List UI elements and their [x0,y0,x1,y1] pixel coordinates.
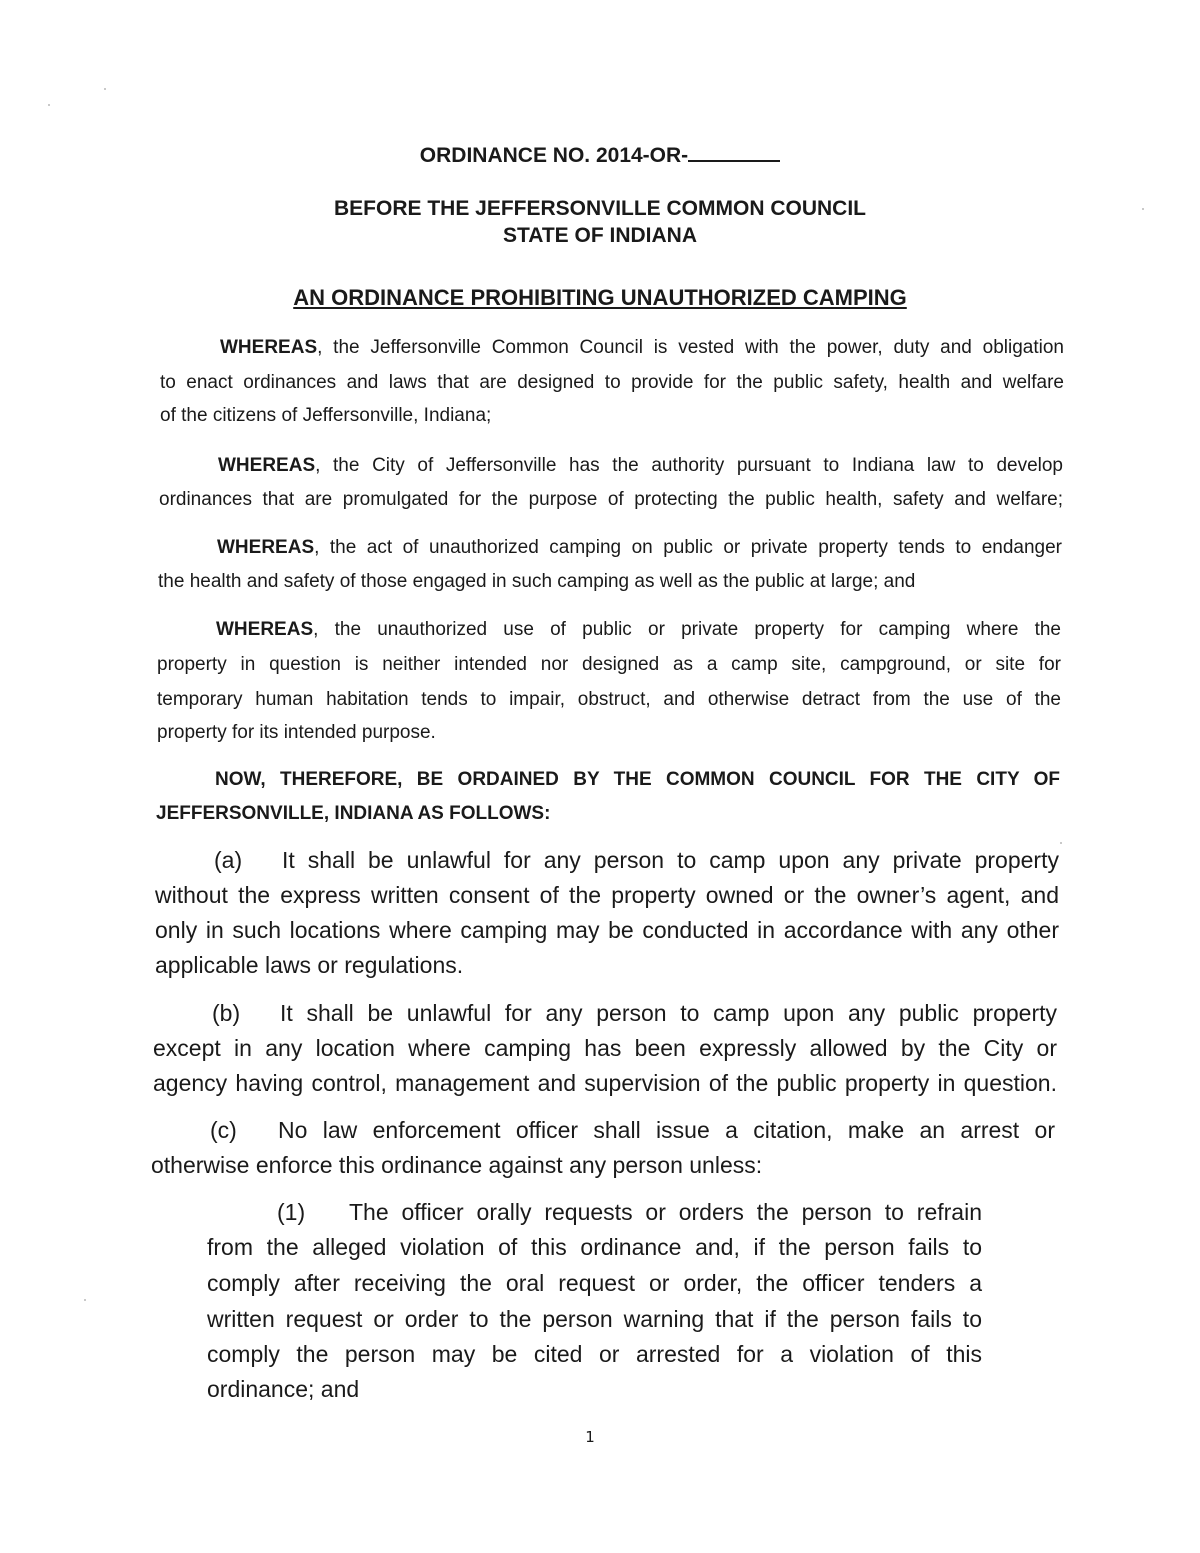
scan-speck [104,88,106,90]
section-a-line-4: applicable laws or regulations. [155,952,464,978]
scan-speck [1060,842,1062,844]
recital-3-line-2: the health and safety of those engaged in such camping as well as the public at large; and [158,571,916,592]
scan-speck [84,1299,86,1301]
page-number: 1 [585,1428,595,1446]
section-b-marker: (b) [212,1000,241,1026]
ordinance-number-label: ORDINANCE NO. 2014-OR- [419,144,689,167]
section-c-marker: (c) [210,1117,237,1143]
recital-1-line-1: WHEREAS, the Jeffersonville Common Council is vested with the power, duty and obligation [220,337,1064,358]
subsection-1-marker: (1) [277,1199,306,1225]
whereas-keyword: WHEREAS [216,619,314,640]
recital-4-line-1: WHEREAS, the unauthorized use of public or private property for camping where the [216,619,1061,640]
whereas-keyword: WHEREAS [218,455,316,476]
whereas-keyword: WHEREAS [217,537,315,558]
section-a-line-3: only in such locations where camping may be conducted in accordance with any other [155,917,1059,943]
subsection-1-line-4: written request or order to the person warning that if the person fails to [207,1306,982,1332]
recital-3-line-1: WHEREAS, the act of unauthorized camping on public or private property tends to endanger [217,537,1062,558]
ordinance-title: AN ORDINANCE PROHIBITING UNAUTHORIZED CAMPING [293,285,907,310]
section-a-line-2: without the express written consent of the property owned or the owner’s agent, and [155,882,1059,908]
subsection-1-line-6: ordinance; and [207,1376,360,1402]
section-b-line-3: agency having control, management and supervision of the public property in question. [153,1070,1057,1096]
council-heading: BEFORE THE JEFFERSONVILLE COMMON COUNCIL [333,197,866,220]
subsection-1-line-3: comply after receiving the oral request or order, the officer tenders a [207,1270,982,1296]
subsection-1-line-2: from the alleged violation of this ordinance and, if the person fails to [207,1234,982,1260]
recital-4-line-4: property for its intended purpose. [157,722,436,743]
recital-2-line-2: ordinances that are promulgated for the purpose of protecting the public health, safety and welfare; [159,489,1063,510]
section-c-line-1: (c) No law enforcement officer shall issue a citation, make an arrest or [210,1113,1055,1148]
recital-2-line-1: WHEREAS, the City of Jeffersonville has the authority pursuant to Indiana law to develop [218,455,1063,476]
recital-1-line-2: to enact ordinances and laws that are designed to provide for the public safety, health and welfare [160,372,1064,393]
recital-4-line-2: property in question is neither intended nor designed as a camp site, campground, or site for [157,654,1061,675]
section-a-marker: (a) [214,847,243,873]
section-b-line-1: (b) It shall be unlawful for any person to camp upon any public property [212,996,1057,1031]
subsection-1-line-1: (1) The officer orally requests or orders the person to refrain [277,1195,982,1230]
recital-4-line-3: temporary human habitation tends to impair, obstruct, and otherwise detract from the use of the [157,689,1061,710]
section-a-line-1: (a) It shall be unlawful for any person to camp upon any private property [214,843,1059,878]
ordinance-number [200,142,1000,168]
whereas-keyword: WHEREAS [220,337,318,358]
recital-1-line-3: of the citizens of Jeffersonville, Indiana; [160,405,492,426]
ordaining-clause-line-1: NOW, THEREFORE, BE ORDAINED BY THE COMMON COUNCIL FOR THE CITY OF [215,769,1060,790]
scan-speck [1142,208,1144,210]
section-b-line-2: except in any location where camping has been expressly allowed by the City or [153,1035,1057,1061]
ordinance-number-blank [688,142,780,162]
section-c-line-2: otherwise enforce this ordinance against any person unless: [151,1152,763,1178]
scan-speck [48,104,50,106]
subsection-1-line-5: comply the person may be cited or arrested for a violation of this [207,1341,982,1367]
state-heading: STATE OF INDIANA [502,224,698,247]
ordaining-clause-line-2: JEFFERSONVILLE, INDIANA AS FOLLOWS: [156,803,551,824]
